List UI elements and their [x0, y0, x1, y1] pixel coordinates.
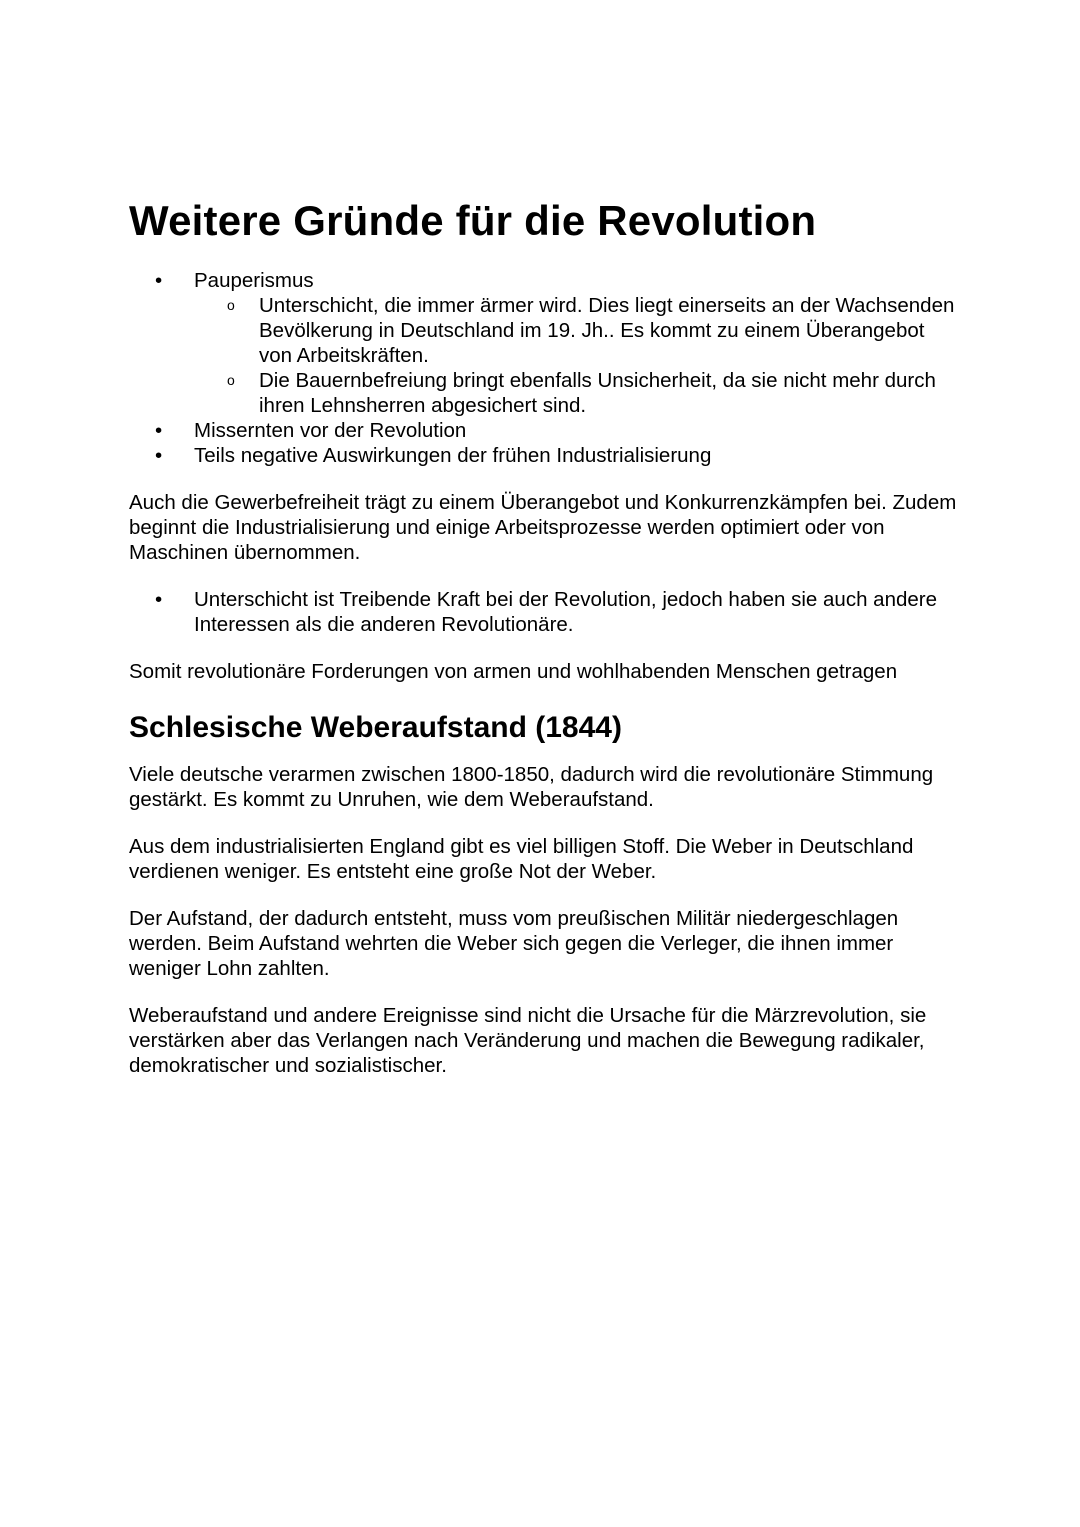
section-heading: Schlesische Weberaufstand (1844) [129, 711, 622, 744]
sub-list-item-text: Unterschicht, die immer ärmer wird. Dies liegt einerseits an der Wachsenden Bevölkerung in Deutschland im 19. Jh.. Es kommt zu einem Überangebot von Arbeitskräften. [259, 294, 955, 367]
list-item-text: Pauperismus [194, 269, 314, 292]
paragraph: Viele deutsche verarmen zwischen 1800-1850, dadurch wird die revolutionäre Stimmung gestärkt. Es kommt zu Unruhen, wie dem Weberaufstand. [129, 763, 934, 811]
bullet-list [129, 587, 959, 637]
list-item-text: Unterschicht ist Treibende Kraft bei der Revolution, jedoch haben sie auch andere Interessen als die anderen Revolutionäre. [194, 588, 938, 636]
bullet-icon: • [155, 588, 163, 611]
circle-bullet-icon: o [227, 372, 235, 388]
bullet-list [129, 268, 959, 468]
paragraph: Der Aufstand, der dadurch entsteht, muss vom preußischen Militär niedergeschlagen werden. Beim Aufstand wehrten die Weber sich gegen die Verleger, die ihnen immer weniger Lohn zahlten. [129, 907, 899, 980]
list-item [129, 268, 959, 418]
paragraph: Weberaufstand und andere Ereignisse sind nicht die Ursache für die Märzrevolution, sie verstärken aber das Verlangen nach Veränderung und machen die Bewegung radikaler, demokratischer und sozialistischer. [129, 1004, 927, 1077]
list-item [129, 443, 959, 468]
sub-list-item-text: Die Bauernbefreiung bringt ebenfalls Unsicherheit, da sie nicht mehr durch ihren Lehnsherren abgesichert sind. [259, 369, 936, 417]
list-item-text: Missernten vor der Revolution [194, 419, 467, 442]
list-item [129, 587, 959, 637]
sub-list-item [194, 368, 959, 418]
paragraph: Auch die Gewerbefreiheit trägt zu einem Überangebot und Konkurrenzkämpfen bei. Zudem beginnt die Industrialisierung und einige Arbeitsprozesse werden optimiert oder von Maschinen übernommen. [129, 491, 957, 564]
page-title: Weitere Gründe für die Revolution [129, 197, 817, 244]
document-page [129, 196, 959, 1078]
sub-list-item [194, 293, 959, 368]
paragraph: Somit revolutionäre Forderungen von armen und wohlhabenden Menschen getragen [129, 660, 898, 683]
paragraph: Aus dem industrialisierten England gibt es viel billigen Stoff. Die Weber in Deutschland verdienen weniger. Es entsteht eine große Not der Weber. [129, 835, 914, 883]
bullet-icon: • [155, 419, 163, 442]
list-item-text: Teils negative Auswirkungen der frühen Industrialisierung [194, 444, 712, 467]
circle-bullet-icon: o [227, 297, 235, 313]
bullet-icon: • [155, 269, 163, 292]
bullet-icon: • [155, 444, 163, 467]
list-item [129, 418, 959, 443]
sub-list [194, 293, 959, 418]
